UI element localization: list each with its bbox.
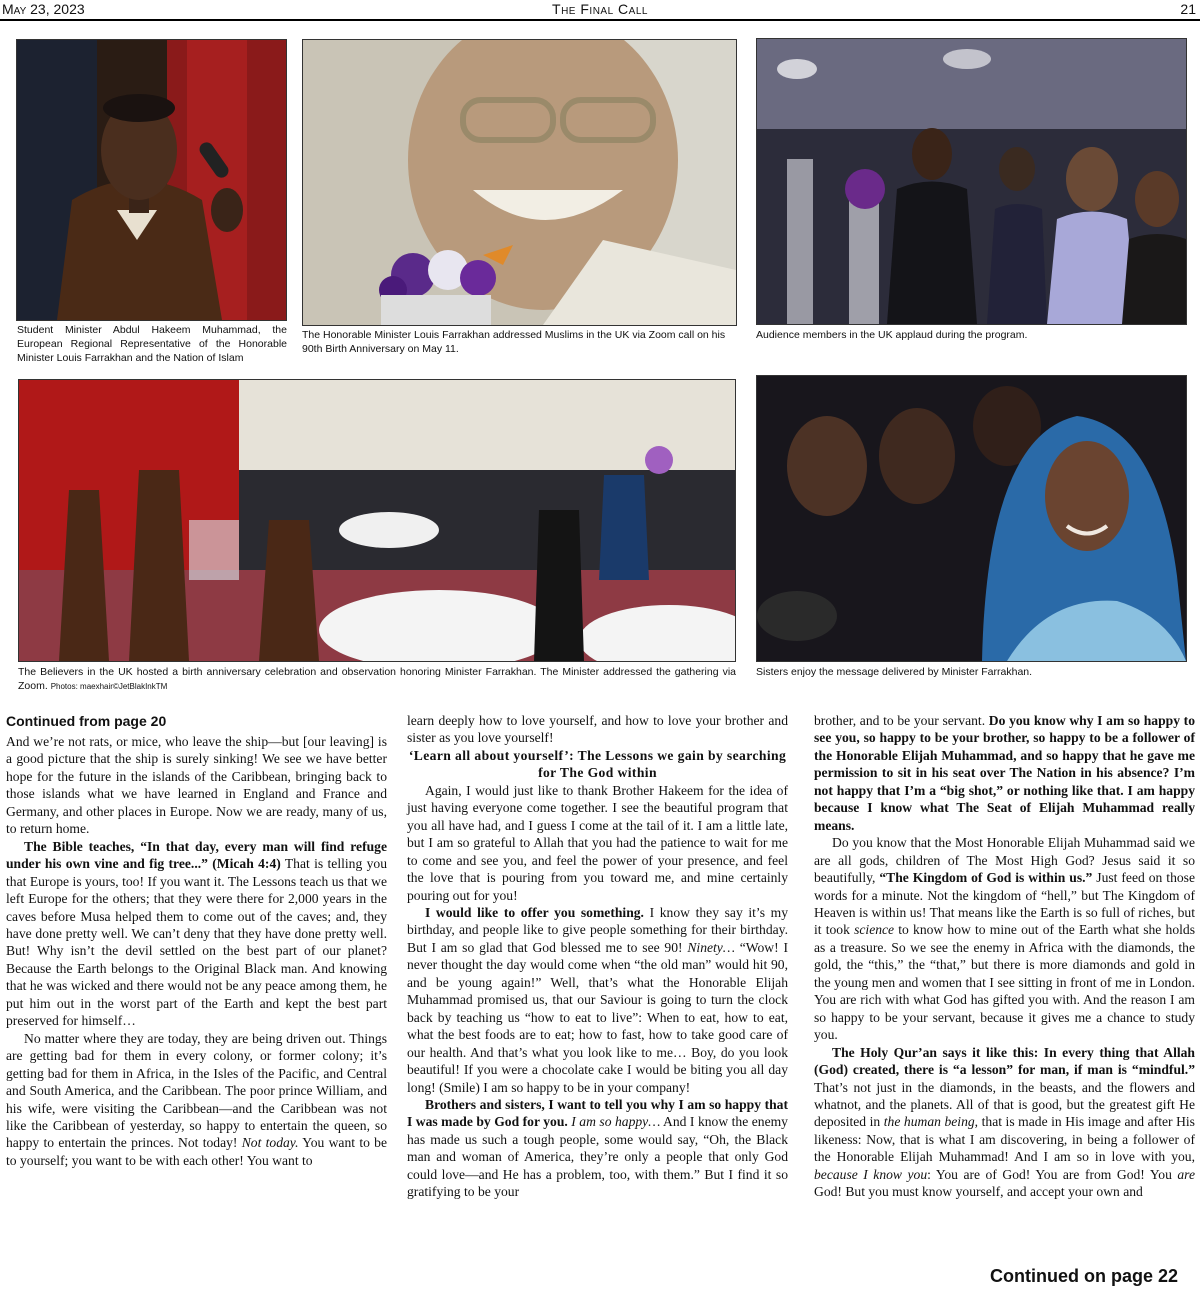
bold-text: I would like to offer you something. bbox=[425, 904, 644, 920]
caption-speaker: Student Minister Abdul Hakeem Muhammad, the European Regional Representative of the Honorable Minister Louis Farrakhan and the Nation of Islam bbox=[17, 324, 287, 364]
bold-text: Brothers and sisters, I want to tell you why I am so happy that I was made by God for you. bbox=[407, 1096, 788, 1130]
page-number: 21 bbox=[1180, 1, 1196, 17]
bold-text: The Holy Qur’an says it like this: In every thing that Allah (God) created, there is “a lesson” for man, if man is “mindful.” bbox=[814, 1044, 1195, 1078]
caption-hall-text: The Believers in the UK hosted a birth anniversary celebration and observation honoring Minister Farrakhan. The Minister addressed the gathering via Zoom. bbox=[18, 666, 736, 692]
bold-text: “The Kingdom of God is within us.” bbox=[879, 870, 1093, 886]
bold-text: The Bible teaches, “In that day, every man will find refuge under his own vine and fig tree...” (Micah 4:4) bbox=[6, 838, 387, 872]
italic-text: I am so happy… bbox=[567, 1114, 661, 1130]
text: brother, and to be your servant. bbox=[814, 713, 989, 728]
italic-text: are bbox=[1177, 1166, 1195, 1182]
italic-text: the human being bbox=[883, 1114, 975, 1130]
paragraph: learn deeply how to love yourself, and how to love your brother and sister as you love yourself! bbox=[407, 713, 788, 746]
photo-speaker bbox=[16, 39, 287, 321]
text: , that is made in His image and after His likeness: Now, that is what I am discovering, in being a follower of the Honorable Elijah Muhammad! And I am so in love with you, bbox=[814, 1114, 1195, 1165]
text: That’s not just in the diamonds, in the beasts, and the flowers and whatnot, and the planets. All of that is good, but the greatest gift He deposited in bbox=[814, 1079, 1195, 1130]
paragraph: Again, I would just like to thank Brother Hakeem for the idea of just having everyone come together. I see the beautiful program that you all have had, and I guess I come at the tail of it. I am a little late, but I am so grateful to Allah that you had the patience to wait for me to come and see you, and feel the power of your presence, and feel the love that is pouring from you toward me, and mine certainly pouring out for you! bbox=[407, 782, 788, 903]
article-column-2 bbox=[407, 712, 788, 1201]
text: I know they say it’s my birthday, and people like to give people something for their birthday. But I am so glad that God blessed me to see 90! bbox=[407, 904, 788, 955]
text: That is telling you that Europe is yours, too! If you want it. The Lessons teach us that we left Europe for the others; that they were there for 2,000 years in the caves before Musa helped them to come out of the caves; and, they have done pretty well. We can’t deny that they have done pretty well. But! Why isn’t the devil settled on the best part of our planet? Because the Earth belongs to the Original Black man. And knowing that he was wicked and there would not be any peace among them, he put him out in the worst part of the Earth and kept the best part preserved for himself… bbox=[6, 856, 387, 1029]
text: God! But you must know yourself, and accept your own and bbox=[814, 1184, 1143, 1200]
text: And I know the enemy has made us such a tough people, some would say, “Oh, the Black man and woman of America, they’re only a people that only God could love—and He has a problem, too, with them.” But I find it so gratifying to be your bbox=[407, 1114, 788, 1200]
italic-text: science bbox=[854, 922, 895, 938]
page-header bbox=[0, 0, 1200, 21]
italic-text: Ninety… bbox=[687, 939, 735, 955]
continued-on-link[interactable]: Continued on page 22 bbox=[990, 1266, 1179, 1286]
text: You want to be to yourself; you want to be with each other! You want to bbox=[6, 1135, 388, 1168]
caption-sisters: Sisters enjoy the message delivered by Minister Farrakhan. bbox=[756, 666, 1033, 678]
subhead: ‘Learn all about yourself’: The Lessons we gain by searching for The God within bbox=[408, 747, 787, 781]
continued-from: Continued from page 20 bbox=[6, 713, 167, 729]
photo-hall bbox=[18, 379, 736, 662]
photo-credit: Photos: maexhair©JetBlakInkTM bbox=[50, 682, 168, 691]
paragraph bbox=[407, 904, 788, 1096]
photo-screen bbox=[302, 39, 737, 326]
text: Just feed on those words for a minute. Not the kingdom of “hell,” but The Kingdom of Heaven is within us! That means like the Earth is so full of riches, but it took bbox=[814, 870, 1195, 938]
article-column-3 bbox=[814, 712, 1195, 1201]
masthead: The Final Call bbox=[552, 1, 648, 17]
article-column-1 bbox=[6, 712, 387, 1169]
paragraph bbox=[814, 834, 1195, 1043]
paragraph bbox=[814, 712, 1195, 834]
paragraph bbox=[814, 1044, 1195, 1201]
caption-hall bbox=[18, 665, 736, 694]
paragraph bbox=[407, 1096, 788, 1201]
bold-text: Do you know why I am so happy to see you, so happy to be your brother, so happy to be a follower of the Honorable Elijah Muhammad, and so happy that he gave me permission to sit in his seat over The Nation in his absence? I’m not happy that I’m a “big shot,” or nothing like that. I am happy because I know what The Seat of Elijah Muhammad really means. bbox=[814, 713, 1195, 833]
paragraph bbox=[6, 1030, 387, 1170]
text: to know how to mine out of the Earth what she holds as a treasure. So we see the enemy in Africa with the diamonds, the gold, the “this,” the “that,” but there is more diamonds and gold in the young men and women that I see sitting in front of me in London. You are rich with what God has gifted you with. And the reason I am so happy to be your servant, because it gives me a chance to study you. bbox=[814, 922, 1195, 1043]
text: No matter where they are today, they are being driven out. Things are getting bad for them in every colony, or former colony; it’s getting bad for them in Africa, in the Isles of the Pacific, and Central and South America, and the Caribbean. The poor prince William, and his wife, were visiting the Caribbean—and the Caribbean was not like the Caribbean of yesterday, so happy to entertain the queen, so happy to entertain the princes. Not today! bbox=[6, 1030, 387, 1151]
paragraph bbox=[6, 838, 387, 1030]
photo-sisters bbox=[756, 375, 1187, 662]
paragraph: And we’re not rats, or mice, who leave the ship—but [our leaving] is a good picture that the ship is surely sinking! We see we have better hope for the future in the islands of the Caribbean, bringing back to those islands what we have learned in England and France and Germany, and other places in Europe. Now we are ready, many of us, to return home. bbox=[6, 734, 387, 837]
italic-text: Not today. bbox=[241, 1135, 299, 1151]
photo-audience bbox=[756, 38, 1187, 325]
text: Do you know that the Most Honorable Elijah Muhammad said we are all gods, children of The Most High God? Jesus said it so beautifully, bbox=[814, 835, 1195, 886]
italic-text: because I know you bbox=[814, 1166, 928, 1182]
text: “Wow! I never thought the day would come when “the old man” would hit 90, and be young again!” Well, that’s what the Honorable Elijah Muhammad promised us, that our Saviour is going to turn the clock back by teaching us “how to eat to live”: When to eat, how to eat, what the best foods are to eat; how to fast, how to take good care of our health. And that’s what you look like to me… Boy, do you look beautiful! If you were a chocolate cake I would be biting you all day long! (Smile) I am so happy to be in your company! bbox=[407, 939, 788, 1095]
issue-date: May 23, 2023 bbox=[2, 1, 85, 17]
caption-audience: Audience members in the UK applaud during the program. bbox=[756, 329, 1028, 341]
caption-screen: The Honorable Minister Louis Farrakhan addressed Muslims in the UK via Zoom call on his 90th Birth Anniversary on May 11. bbox=[302, 329, 726, 355]
text: : You are of God! You are from God! You bbox=[927, 1166, 1178, 1182]
